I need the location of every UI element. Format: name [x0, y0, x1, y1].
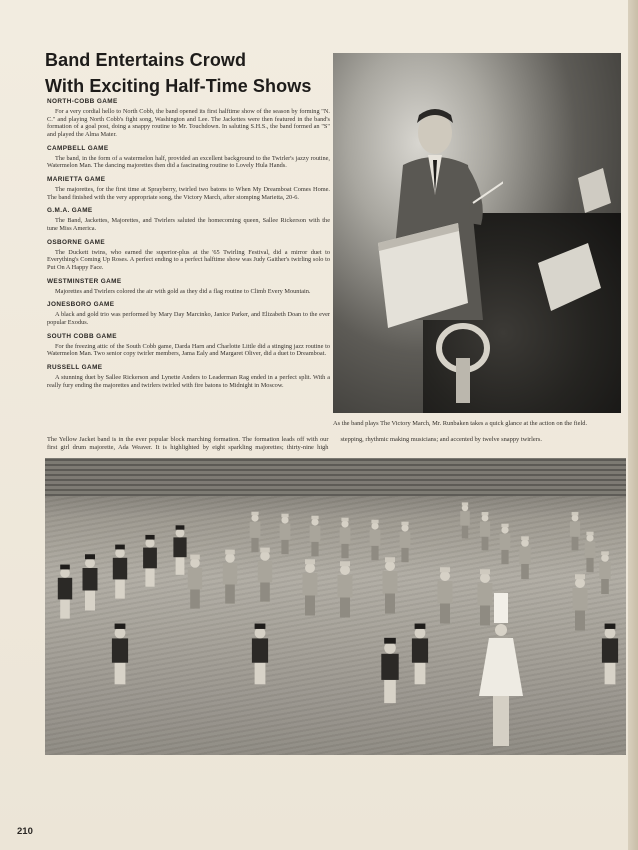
page-spine-edge	[628, 0, 638, 850]
majorette-figure	[381, 638, 398, 703]
musician-figure	[400, 522, 411, 563]
section-body: Majorettes and Twirlers colored the air with gold as they did a flag routine to Climb Every Mountain.	[55, 287, 311, 295]
musician-figure	[383, 557, 398, 613]
section-campbell	[47, 144, 330, 170]
section-heading: JONESBORO GAME	[47, 301, 115, 309]
musician-figure	[310, 516, 321, 557]
title-line-1: Band Entertains Crowd	[45, 50, 247, 70]
article-title	[45, 47, 330, 99]
musician-figure	[303, 559, 318, 615]
section-north-cobb	[47, 97, 330, 138]
musician-figure	[370, 520, 381, 561]
band-formation-figures	[45, 458, 626, 755]
musician-figure	[460, 502, 470, 538]
section-body: A black and gold trio was performed by Mary Day Marcinko, Janice Parker, and Elizabeth Doan to the ever popular Exodus.	[47, 311, 330, 327]
majorette-figure	[412, 624, 428, 685]
musician-figure	[519, 536, 530, 579]
musician-figure	[438, 567, 453, 623]
section-russell	[47, 363, 330, 389]
marching-band-photo	[45, 458, 626, 755]
game-sections	[47, 97, 330, 395]
majorette-figure	[252, 624, 268, 685]
section-body: A stunning duet by Sallee Rickerson and Lynette Anders to Leaderman Rag ended in a perfect split. With a really fury ending the majorettes and twirlers twirled with fire batons to Midnight in Moscow.	[47, 374, 330, 389]
section-body: For a very cordial hello to North Cobb, the band opened its first halftime show of the season by forming "N. C." and playing North Cobb's fight song, Washington and Lee. The Jackettes were then featured in the band's formation of a goal post, doing a snappy routine to Mr. Touchdown. In saluting S.H.S., the band formed an "S" and played the Alma Mater.	[47, 108, 330, 138]
music-sheet-right	[533, 243, 603, 313]
music-stand-sheet	[373, 223, 473, 333]
section-gma	[47, 206, 330, 232]
twirler-figure	[143, 535, 157, 587]
musician-figure	[258, 548, 272, 602]
musician-figure	[573, 574, 588, 630]
section-body: The Band, Jackettes, Majorettes, and Twirlers saluted the homecoming queen, Sallee Rickerson with the tune Miss America.	[47, 217, 330, 232]
section-heading: G.M.A. GAME	[47, 207, 93, 215]
section-south-cobb	[47, 332, 330, 358]
musician-figure	[570, 512, 580, 550]
page-number: 210	[17, 826, 33, 837]
musician-figure	[280, 514, 291, 555]
section-heading: CAMPBELL GAME	[47, 144, 109, 152]
musician-figure	[338, 561, 353, 617]
title-line-2: With Exciting Half-Time Shows	[45, 76, 312, 96]
section-body: The majorettes, for the first time at Sprayberry, twirled two batons to When My Dreamboat Comes Home. The band finished with the very appropriate song, the Victory March, after stomping Marietta, 20-6.	[47, 185, 330, 201]
section-heading: RUSSELL GAME	[47, 364, 103, 372]
tuba-instrument	[428, 318, 498, 408]
twirler-figure	[83, 554, 98, 610]
majorette-figure	[602, 624, 618, 685]
section-westminster	[47, 277, 330, 296]
director-photo	[333, 53, 621, 413]
section-jonesboro	[47, 300, 330, 326]
section-heading: SOUTH COBB GAME	[47, 332, 117, 340]
section-heading: MARIETTA GAME	[47, 175, 106, 183]
music-sheet-top	[573, 168, 613, 218]
musician-figure	[223, 550, 237, 604]
musician-figure	[480, 512, 490, 550]
director-photo-caption: As the band plays The Victory March, Mr. Runbaken takes a quick glance at the action on the field.	[333, 420, 588, 427]
section-heading: OSBORNE GAME	[47, 238, 106, 246]
musician-figure	[500, 524, 511, 565]
musician-figure	[478, 569, 493, 625]
majorette-figure	[112, 624, 128, 685]
section-heading: WESTMINSTER GAME	[47, 277, 122, 285]
section-heading: NORTH-COBB GAME	[47, 98, 118, 105]
musician-figure	[188, 555, 202, 609]
section-body: The band, in the form of a watermelon half, provided an excellent background to the Twirler's jazzy routine, Watermelon Man. The dancing majorettes then did a fascinating routine to Lovely Hula Hands.	[47, 154, 330, 170]
section-marietta	[47, 175, 330, 201]
section-body: The Duckett twins, who earned the superior-plus at the '65 Twirling Festival, did a mirror duet to Everything's Coming Up Roses. A perfect ending to a perfect halftime show was Judy Gaither's twirling solo to Put On A Happy Face.	[47, 248, 330, 271]
twirler-figure	[173, 525, 186, 575]
musician-figure	[250, 512, 261, 553]
section-body: For the freezing attic of the South Cobb game, Darda Harn and Charlotte Little did a stinging jazz routine to Watermelon Man. Two senior copy twirler members, Jama Ealy and Margaret Oliver, did a duet to Dreamboat.	[47, 342, 330, 358]
twirler-figure	[58, 565, 72, 619]
musician-figure	[599, 551, 610, 594]
formation-paragraph: The Yellow Jacket band is in the ever popular block marching formation. The formation leads off with our first girl drum majorette, Ada Weaver. It is highlighted by eight sparkling majorettes; thirty-nine high stepping, rhythmic making musicians; and accented by twelve snappy twirlers.	[47, 436, 542, 451]
twirler-figure	[113, 545, 127, 599]
musician-figure	[585, 532, 596, 573]
section-osborne	[47, 238, 330, 272]
musician-figure	[340, 518, 351, 559]
